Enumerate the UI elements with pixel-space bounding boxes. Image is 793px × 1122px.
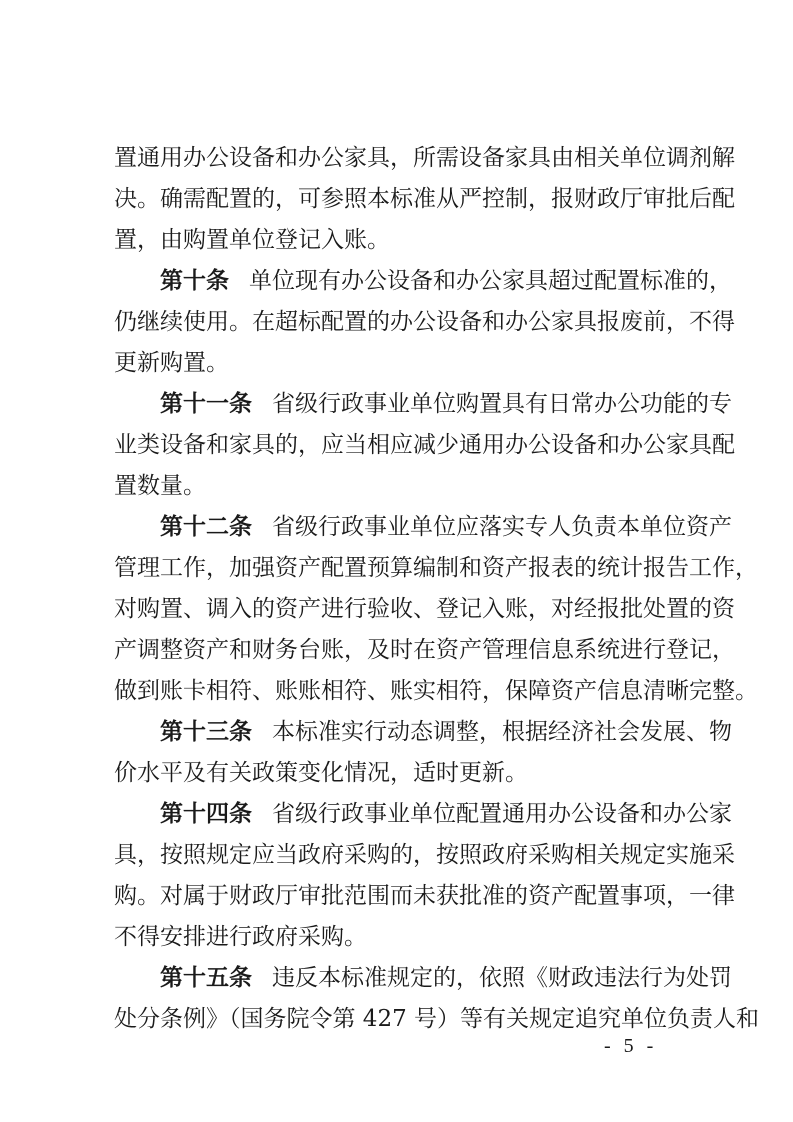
paragraph-line: 仍继续使用。在超标配置的办公设备和办公家具报废前，不得	[114, 309, 735, 335]
article-heading: 第十三条	[160, 719, 252, 745]
paragraph-line: 管理工作，加强资产配置预算编制和资产报表的统计报告工作，	[114, 555, 758, 581]
article-first-line	[160, 261, 732, 301]
paragraph-line: 处分条例》（国务院令第 427 号）等有关规定追究单位负责人和	[114, 1006, 760, 1032]
paragraph-line: 具，按照规定应当政府采购的，按照政府采购相关规定实施采	[114, 842, 735, 868]
article-heading: 第十条	[160, 268, 229, 294]
paragraph-line: 置，由购置单位登记入账。	[114, 227, 390, 253]
article-first-line	[160, 384, 732, 424]
article-text: 违反本标准规定的，依照《财政违法行为处罚	[272, 965, 732, 991]
article-first-line	[160, 507, 732, 547]
paragraph-line: 做到账卡相符、账账相符、账实相符，保障资产信息清晰完整。	[114, 678, 758, 704]
paragraph-line: 置数量。	[114, 473, 206, 499]
article-heading: 第十一条	[160, 391, 252, 417]
paragraph-line: 对购置、调入的资产进行验收、登记入账，对经报批处置的资	[114, 596, 735, 622]
paragraph-line: 决。确需配置的，可参照本标准从严控制，报财政厅审批后配	[114, 186, 735, 212]
paragraph-line: 更新购置。	[114, 350, 229, 376]
article-heading: 第十二条	[160, 514, 252, 540]
page-number: - 5 -	[604, 1035, 658, 1057]
article-first-line	[160, 794, 732, 834]
article-text: 省级行政事业单位应落实专人负责本单位资产	[272, 514, 732, 540]
article-text: 省级行政事业单位购置具有日常办公功能的专	[272, 391, 732, 417]
paragraph-line: 价水平及有关政策变化情况，适时更新。	[114, 760, 528, 786]
paragraph-line: 产调整资产和财务台账，及时在资产管理信息系统进行登记，	[114, 637, 735, 663]
paragraph-line: 置通用办公设备和办公家具，所需设备家具由相关单位调剂解	[114, 145, 735, 171]
article-text: 本标准实行动态调整，根据经济社会发展、物	[272, 719, 732, 745]
article-first-line	[160, 712, 732, 752]
article-heading: 第十五条	[160, 965, 252, 991]
article-text: 省级行政事业单位配置通用办公设备和办公家	[272, 801, 732, 827]
article-text: 单位现有办公设备和办公家具超过配置标准的，	[249, 268, 732, 294]
paragraph-line: 不得安排进行政府采购。	[114, 924, 367, 950]
article-heading: 第十四条	[160, 801, 252, 827]
article-first-line	[160, 958, 732, 998]
paragraph-line: 业类设备和家具的，应当相应减少通用办公设备和办公家具配	[114, 432, 735, 458]
paragraph-line: 购。对属于财政厅审批范围而未获批准的资产配置事项，一律	[114, 883, 735, 909]
